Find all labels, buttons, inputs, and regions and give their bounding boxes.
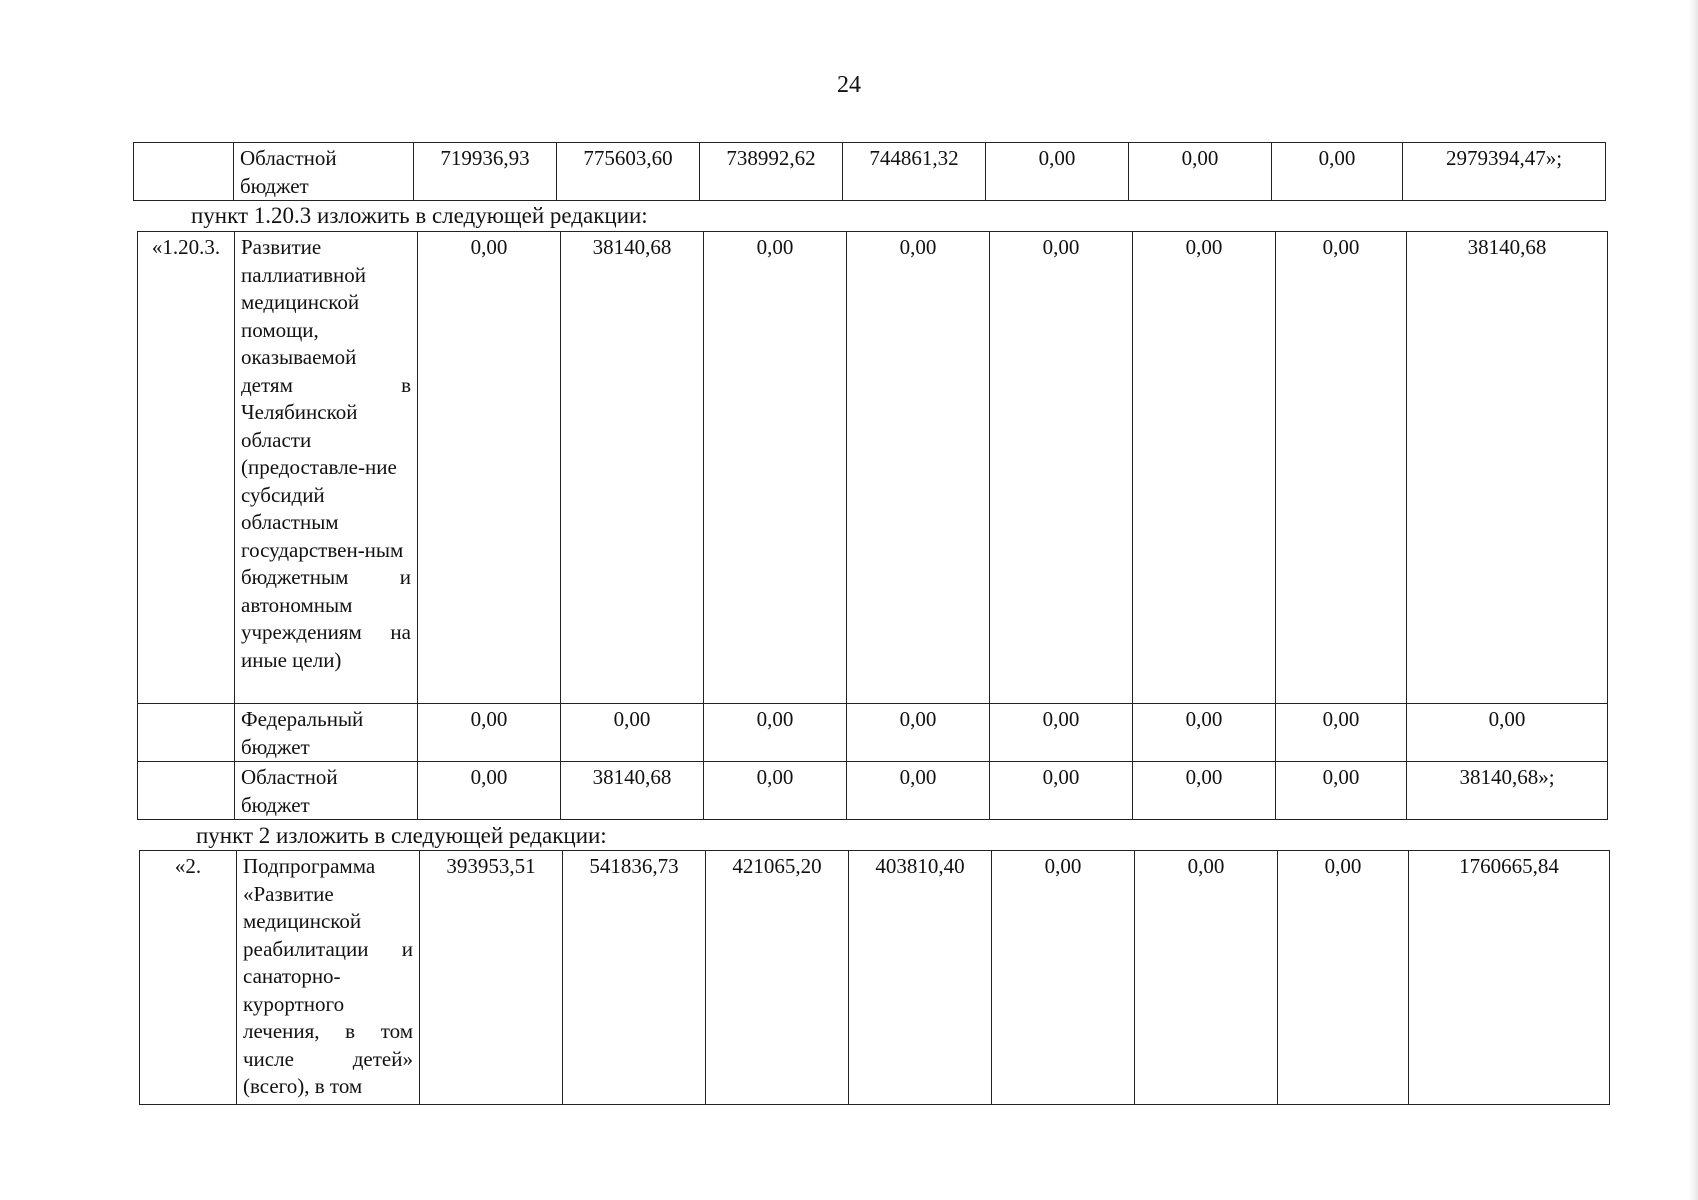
value-cell: 0,00 — [992, 851, 1135, 1105]
page-number: 24 — [837, 72, 861, 98]
value-cell: 775603,60 — [557, 143, 700, 201]
row-name: Областной бюджет — [235, 762, 418, 820]
value-cell: 0,00 — [704, 762, 847, 820]
value-cell: 0,00 — [1407, 704, 1608, 762]
row-number — [138, 762, 235, 820]
amendment-instruction: пункт 2 изложить в следующей редакции: — [196, 823, 607, 848]
value-cell: 1760665,84 — [1409, 851, 1610, 1105]
value-cell: 0,00 — [1276, 762, 1407, 820]
value-cell: 0,00 — [1278, 851, 1409, 1105]
row-name: Подпрограмма «Развитие медицинской реабилитации и санаторно-курортного лечения, в том числе детей» (всего), в том — [237, 851, 420, 1105]
budget-table-3 — [139, 850, 1610, 1105]
value-cell: 0,00 — [847, 704, 990, 762]
value-cell: 0,00 — [990, 762, 1133, 820]
value-cell: 0,00 — [418, 704, 561, 762]
value-cell: 0,00 — [704, 704, 847, 762]
value-cell: 0,00 — [1276, 232, 1407, 704]
value-cell: 38140,68 — [561, 232, 704, 704]
value-cell: 0,00 — [1133, 704, 1276, 762]
row-name: Областной бюджет — [234, 143, 414, 201]
value-cell: 0,00 — [418, 232, 561, 704]
value-cell: 403810,40 — [849, 851, 992, 1105]
row-number: «1.20.3. — [138, 232, 235, 704]
table-row — [138, 232, 1608, 704]
value-cell: 0,00 — [986, 143, 1129, 201]
value-cell: 0,00 — [990, 232, 1133, 704]
value-cell: 541836,73 — [563, 851, 706, 1105]
row-number — [138, 704, 235, 762]
value-cell: 0,00 — [1272, 143, 1403, 201]
value-cell: 0,00 — [561, 704, 704, 762]
row-number — [134, 143, 234, 201]
value-cell: 0,00 — [1133, 762, 1276, 820]
budget-table-2 — [137, 231, 1608, 820]
amendment-instruction: пункт 1.20.3 изложить в следующей редакции: — [191, 203, 648, 228]
value-cell: 421065,20 — [706, 851, 849, 1105]
value-cell: 0,00 — [1135, 851, 1278, 1105]
value-cell: 38140,68»; — [1407, 762, 1608, 820]
value-cell: 0,00 — [990, 704, 1133, 762]
value-cell: 0,00 — [1276, 704, 1407, 762]
table-row — [138, 704, 1608, 762]
value-cell: 2979394,47»; — [1403, 143, 1606, 201]
budget-table-1 — [133, 142, 1606, 201]
value-cell: 738992,62 — [700, 143, 843, 201]
value-cell: 0,00 — [1129, 143, 1272, 201]
table-row — [138, 762, 1608, 820]
table-row — [134, 143, 1606, 201]
value-cell: 0,00 — [847, 762, 990, 820]
value-cell: 0,00 — [847, 232, 990, 704]
row-name: Развитие паллиативной медицинской помощи, оказываемой детям в Челябинской области (предоставле-ние субсидий областным государствен-ным бюджетным и автономным учреждениям на иные цели) — [235, 232, 418, 704]
value-cell: 719936,93 — [414, 143, 557, 201]
value-cell: 0,00 — [1133, 232, 1276, 704]
value-cell: 38140,68 — [561, 762, 704, 820]
table-row — [140, 851, 1610, 1105]
scan-edge-shadow — [1688, 0, 1698, 1200]
value-cell: 393953,51 — [420, 851, 563, 1105]
value-cell: 0,00 — [704, 232, 847, 704]
row-number: «2. — [140, 851, 237, 1105]
value-cell: 744861,32 — [843, 143, 986, 201]
value-cell: 0,00 — [418, 762, 561, 820]
value-cell: 38140,68 — [1407, 232, 1608, 704]
row-name: Федеральный бюджет — [235, 704, 418, 762]
